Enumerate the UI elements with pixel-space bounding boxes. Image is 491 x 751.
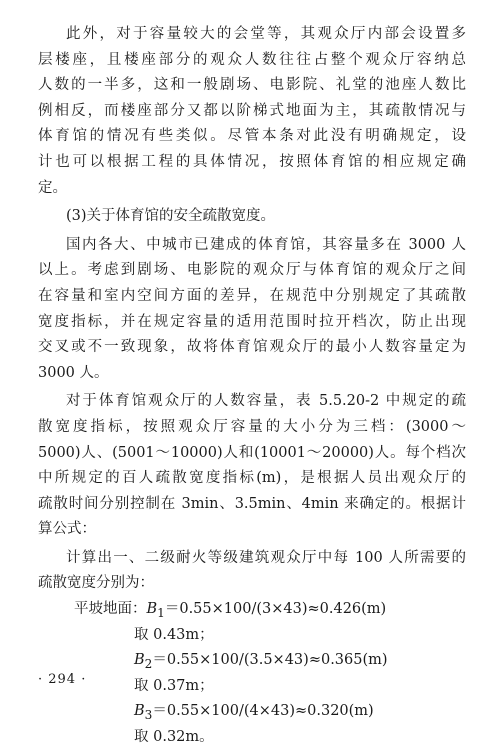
formula-b1 bbox=[38, 597, 466, 623]
text-line: 3000 人。 bbox=[38, 364, 109, 381]
formula-expression: ＝0.55×100/(3.5×43)≈0.365(m) bbox=[152, 652, 388, 669]
text-line: 人数的一半多，这和一般剧场、电影院、礼堂的池座人数比 bbox=[38, 77, 466, 94]
text-line: 在容量和室内空间方面的差异，在规范中分别规定了其疏散 bbox=[38, 287, 466, 304]
formula-subscript: 3 bbox=[144, 708, 153, 723]
text-line: 散宽度指标，按照观众厅容量的大小分为三档：(3000～ bbox=[38, 418, 466, 435]
formula-b3 bbox=[38, 699, 466, 725]
formula-b2-rounded: 取 0.37m； bbox=[134, 677, 214, 694]
paragraph-gym-capacity bbox=[38, 233, 466, 387]
text-line: 5000)人、(5001～10000)人和(10001～20000)人。每个档次 bbox=[38, 444, 466, 461]
text-line: 疏散宽度分别为： bbox=[38, 575, 154, 592]
text-line: 疏散时间分别控制在 3min、3.5min、4min 来确定的。根据计 bbox=[38, 495, 466, 512]
formula-subscript: 2 bbox=[144, 657, 153, 672]
text-line: (3)关于体育馆的安全疏散宽度。 bbox=[66, 208, 276, 225]
formula-lead-label: 平坡地面： bbox=[74, 601, 147, 618]
paragraph-evacuation-indicators bbox=[38, 389, 466, 543]
text-line: 体育馆的情况有些类似。尽管本条对此没有明确规定，设 bbox=[38, 128, 466, 145]
formula-block bbox=[38, 597, 466, 751]
text-line: 计也可以根据工程的具体情况，按照体育馆的相应规定确 bbox=[38, 153, 466, 170]
text-line: 中所规定的百人疏散宽度指标(m)，是根据人员出观众厅的 bbox=[38, 470, 466, 487]
paragraph-calculation-result bbox=[38, 546, 466, 597]
text-line: 计算出一、二级耐火等级建筑观众厅中每 100 人所需要的 bbox=[66, 549, 466, 566]
formula-b1-rounded: 取 0.43m； bbox=[134, 626, 214, 643]
text-line: 以上。考虑到剧场、电影院的观众厅与体育馆的观众厅之间 bbox=[38, 262, 466, 279]
formula-b3-rounded: 取 0.32m。 bbox=[134, 729, 214, 746]
text-line: 层楼座，且楼座部分的观众人数往往占整个观众厅容纳总 bbox=[38, 51, 466, 68]
formula-symbol: B bbox=[146, 601, 158, 618]
formula-symbol: B bbox=[134, 703, 145, 720]
text-line: 交叉或不一致现象，故将体育馆观众厅的最小人数容量定为 bbox=[38, 339, 466, 356]
text-line: 对于体育馆观众厅的人数容量，表 5.5.20-2 中规定的疏 bbox=[66, 393, 466, 410]
formula-expression: ＝0.55×100/(3×43)≈0.426(m) bbox=[164, 601, 387, 618]
formula-expression: ＝0.55×100/(4×43)≈0.320(m) bbox=[152, 703, 374, 720]
formula-symbol: B bbox=[134, 652, 145, 669]
text-line: 定。 bbox=[38, 179, 67, 196]
text-line: 宽度指标，并在规定容量的适用范围时拉开档次，防止出现 bbox=[38, 313, 466, 330]
page-body bbox=[38, 22, 466, 751]
subheading-gym-evacuation-width bbox=[38, 204, 466, 230]
formula-b2 bbox=[38, 648, 466, 674]
formula-subscript: 1 bbox=[157, 605, 165, 620]
text-line: 例相反，而楼座部分又都以阶梯式地面为主，其疏散情况与 bbox=[38, 102, 466, 119]
text-line: 此外，对于容量较大的会堂等，其观众厅内部会设置多 bbox=[66, 26, 466, 42]
text-line: 国内各大、中城市已建成的体育馆，其容量多在 3000 人 bbox=[66, 236, 466, 253]
text-line: 算公式： bbox=[38, 521, 96, 538]
page-number: · 294 · bbox=[38, 672, 87, 687]
paragraph-assembly-hall bbox=[38, 22, 466, 201]
